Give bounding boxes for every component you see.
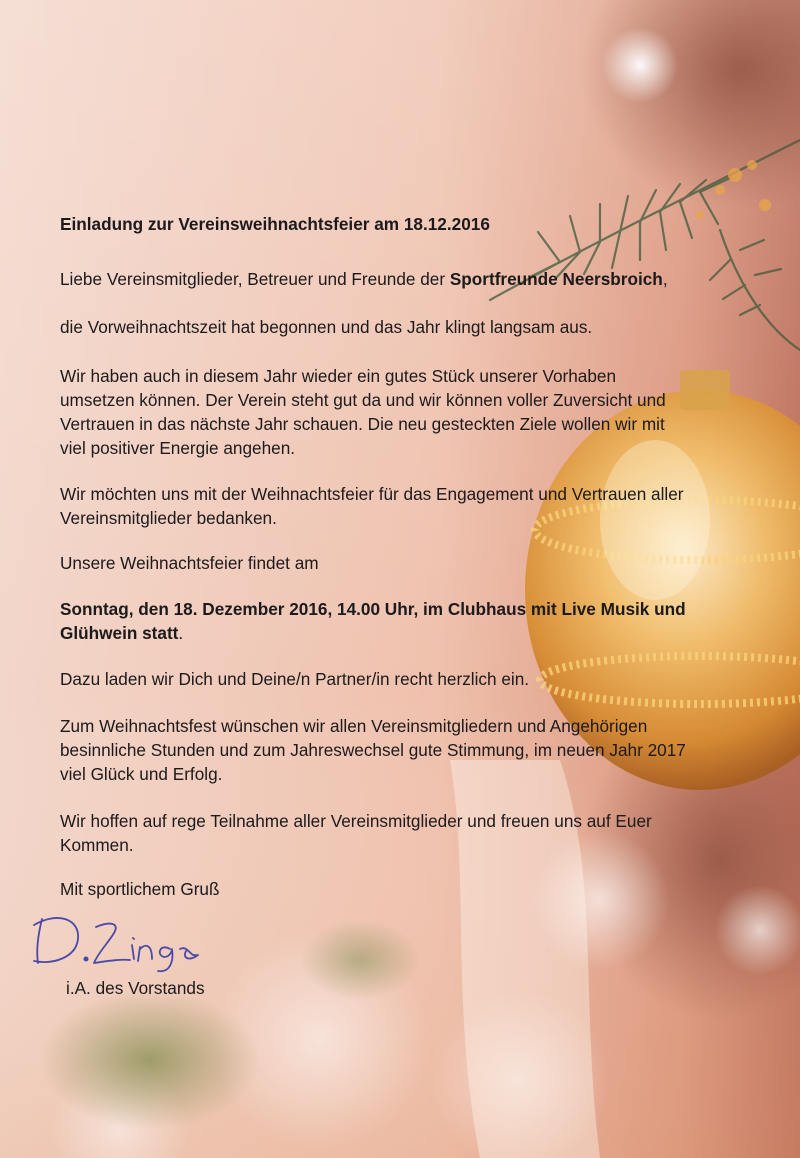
- hope-line: Wir hoffen auf rege Teilnahme aller Vereinsmitglieder und freuen uns auf Euer: [60, 811, 652, 831]
- greeting-prefix: Liebe Vereinsmitglieder, Betreuer und Freunde der: [60, 269, 450, 289]
- intro-paragraph: die Vorweihnachtszeit hat begonnen und das Jahr klingt langsam aus.: [60, 317, 593, 337]
- wishes-line: besinnliche Stunden und zum Jahreswechsel gute Stimmung, im neuen Jahr 2017: [60, 740, 686, 760]
- invite-paragraph: Dazu laden wir Dich und Deine/n Partner/in recht herzlich ein.: [60, 669, 530, 689]
- wishes-line: Zum Weihnachtsfest wünschen wir allen Vereinsmitgliedern und Angehörigen: [60, 716, 648, 736]
- year-review-line: Vertrauen in das nächste Jahr schauen. Die neu gesteckten Ziele wollen wir mit: [60, 414, 665, 434]
- wishes-paragraph: [60, 714, 686, 786]
- handwritten-signature: [28, 905, 203, 975]
- event-end: .: [178, 623, 184, 643]
- letter-body: [60, 212, 790, 899]
- hope-paragraph: [60, 809, 652, 857]
- year-review-line: viel positiver Energie angehen.: [60, 438, 296, 458]
- year-review-paragraph: [60, 364, 666, 460]
- event-line: Glühwein statt: [60, 623, 179, 643]
- closing: Mit sportlichem Gruß: [60, 879, 220, 899]
- greeting: [60, 267, 668, 291]
- thanks-line: Wir möchten uns mit der Weihnachtsfeier für das Engagement und Vertrauen aller: [60, 484, 684, 504]
- thanks-paragraph: [60, 482, 684, 530]
- wishes-line: viel Glück und Erfolg.: [60, 764, 223, 784]
- year-review-line: Wir haben auch in diesem Jahr wieder ein gutes Stück unserer Vorhaben: [60, 366, 617, 386]
- club-name: Sportfreunde Neersbroich: [449, 269, 663, 289]
- year-review-line: umsetzen können. Der Verein steht gut da und wir können voller Zuversicht und: [60, 390, 666, 410]
- hope-line: Kommen.: [60, 835, 134, 855]
- thanks-line: Vereinsmitglieder bedanken.: [60, 508, 277, 528]
- greeting-suffix: ,: [662, 269, 668, 289]
- event-details: [60, 597, 686, 645]
- letter-title: Einladung zur Vereinsweihnachtsfeier am 18.12.2016: [60, 214, 490, 234]
- event-line: Sonntag, den 18. Dezember 2016, 14.00 Uhr, im Clubhaus mit Live Musik und: [60, 599, 686, 619]
- signature-role: i.A. des Vorstands: [66, 978, 205, 998]
- date-intro: Unsere Weihnachtsfeier findet am: [60, 553, 319, 573]
